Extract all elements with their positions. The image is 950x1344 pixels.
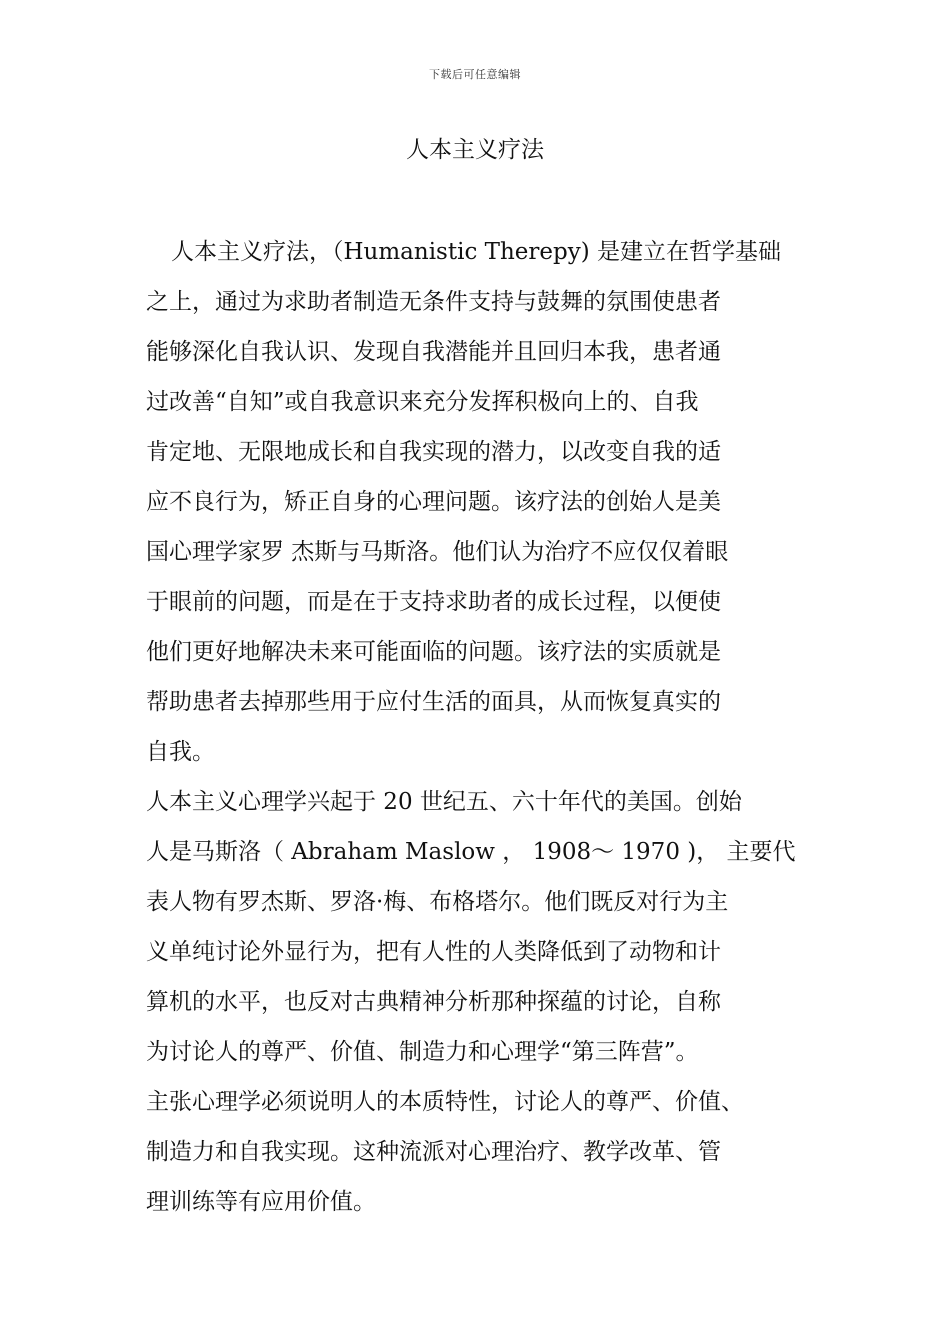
paragraph-line: 人是马斯洛（ Abraham Maslow ， 1908～ 1970 )， 主要代 bbox=[146, 839, 796, 865]
paragraph-line: 国心理学家罗 杰斯与马斯洛。他们认为治疗不应仅仅着眼 bbox=[146, 539, 729, 565]
paragraph-line: 之上，通过为求助者制造无条件支持与鼓舞的氛围使患者 bbox=[146, 289, 721, 315]
paragraph-line: 义单纯讨论外显行为，把有人性的人类降低到了动物和计 bbox=[146, 939, 721, 965]
paragraph-line: 能够深化自我认识、发现自我潜能并且回归本我，患者通 bbox=[146, 339, 721, 365]
document-body bbox=[146, 227, 806, 1227]
paragraph-line: 理训练等有应用价值。 bbox=[146, 1189, 376, 1215]
paragraph-line: 帮助患者去掉那些用于应付生活的面具，从而恢复真实的 bbox=[146, 689, 721, 715]
paragraph-line: 制造力和自我实现。这种流派对心理治疗、教学改革、管 bbox=[146, 1139, 721, 1165]
paragraph-line: 过改善“自知”或自我意识来充分发挥积极向上的、自我 bbox=[146, 389, 699, 415]
paragraph-line: 应不良行为，矫正自身的心理问题。该疗法的创始人是美 bbox=[146, 489, 721, 515]
paragraph-line: 为讨论人的尊严、价值、制造力和心理学“第三阵营”。 bbox=[146, 1039, 699, 1065]
paragraph-line: 主张心理学必须说明人的本质特性，讨论人的尊严、价值、 bbox=[146, 1089, 744, 1115]
paragraph-line: 于眼前的问题，而是在于支持求助者的成长过程，以便使 bbox=[146, 589, 721, 615]
paragraph-line: 人本主义疗法，（Humanistic Therepy) 是建立在哲学基础 bbox=[171, 239, 782, 265]
paragraph-line: 自我。 bbox=[146, 739, 215, 765]
document-title: 人本主义疗法 bbox=[406, 137, 544, 163]
paragraph-line: 肯定地、无限地成长和自我实现的潜力，以改变自我的适 bbox=[146, 439, 721, 465]
paragraph-line: 算机的水平，也反对古典精神分析那种探蕴的讨论，自称 bbox=[146, 989, 721, 1015]
paragraph-line: 人本主义心理学兴起于 20 世纪五、六十年代的美国。创始 bbox=[146, 789, 742, 815]
header-note: 下载后可任意编辑 bbox=[429, 68, 521, 81]
paragraph-line: 他们更好地解决未来可能面临的问题。该疗法的实质就是 bbox=[146, 639, 721, 665]
paragraph-line: 表人物有罗杰斯、罗洛·梅、布格塔尔。他们既反对行为主 bbox=[146, 889, 729, 915]
